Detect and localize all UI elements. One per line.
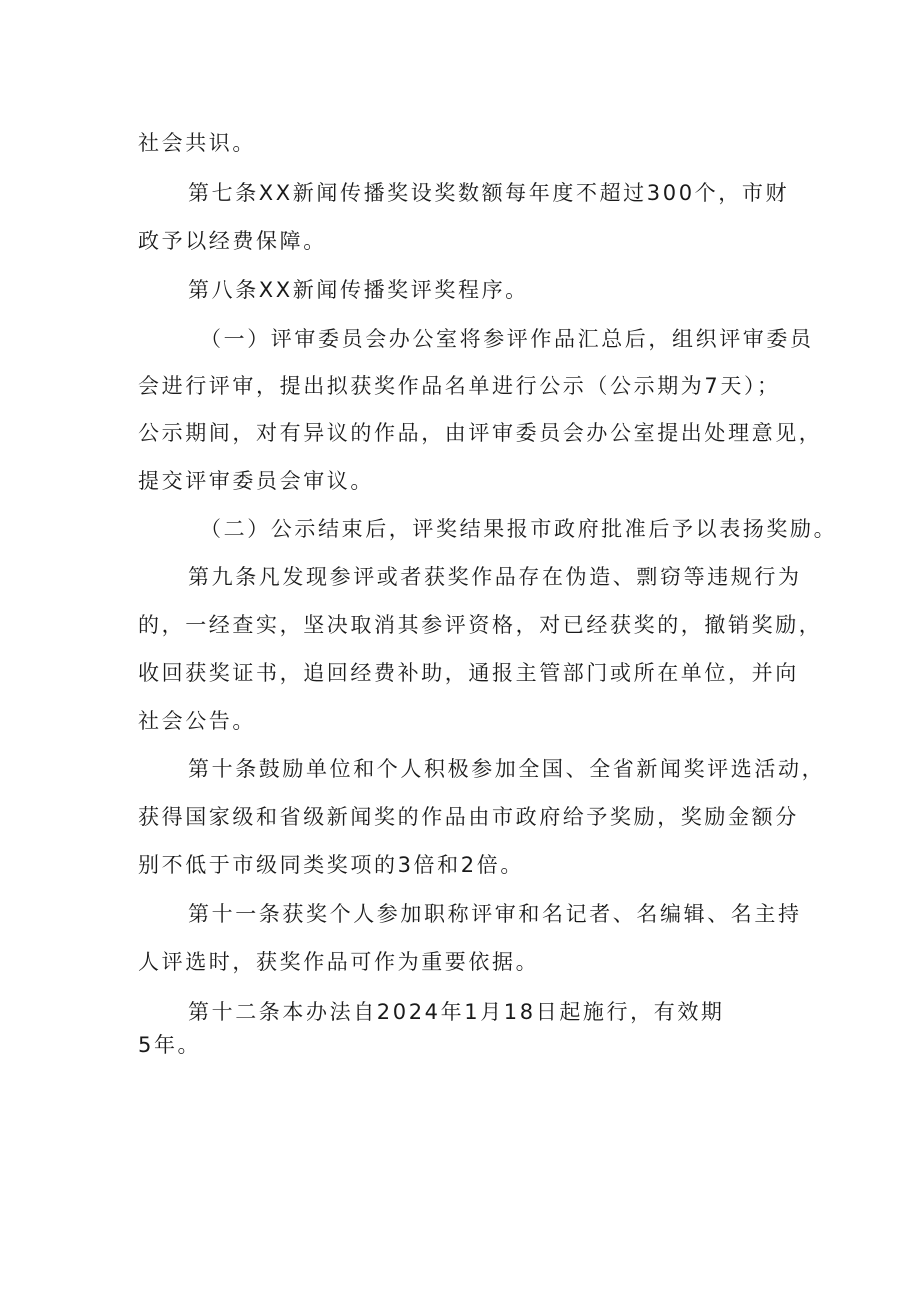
text-line-14: 第十条鼓励单位和个人积极参加全国、全省新闻奖评选活动， xyxy=(188,757,826,781)
text-line-6: 会进行评审，提出拟获奖作品名单进行公示（公示期为7天）； xyxy=(138,374,781,398)
text-line-8: 提交评审委员会审议。 xyxy=(138,469,374,493)
text-line-9: （二）公示结束后，评奖结果报市政府批准后予以表扬奖励。 xyxy=(200,517,838,541)
text-line-12: 收回获奖证书，追回经费补助，通报主管部门或所在单位，并向 xyxy=(138,661,799,685)
text-line-18: 人评选时，获奖作品可作为重要依据。 xyxy=(138,950,540,974)
text-line-11: 的，一经查实，坚决取消其参评资格，对已经获奖的，撤销奖励， xyxy=(138,613,823,637)
text-line-7: 公示期间，对有异议的作品，由评审委员会办公室提出处理意见， xyxy=(138,421,823,445)
text-line-19: 第十二条本办法自2024年1月18日起施行，有效期 xyxy=(188,1000,725,1024)
text-line-3: 政予以经费保障。 xyxy=(138,229,327,253)
text-line-1: 社会共识。 xyxy=(138,131,256,155)
text-line-15: 获得国家级和省级新闻奖的作品由市政府给予奖励，奖励金额分 xyxy=(138,805,799,829)
text-line-10: 第九条凡发现参评或者获奖作品存在伪造、剽窃等违规行为 xyxy=(188,565,802,589)
text-line-20: 5年。 xyxy=(138,1033,202,1057)
text-line-2: 第七条XX新闻传播奖设奖数额每年度不超过300个，市财 xyxy=(188,181,790,205)
text-line-4: 第八条XX新闻传播奖评奖程序。 xyxy=(188,278,529,302)
text-line-17: 第十一条获奖个人参加职称评审和名记者、名编辑、名主持 xyxy=(188,902,802,926)
text-line-16: 别不低于市级同类奖项的3倍和2倍。 xyxy=(138,853,524,877)
text-line-13: 社会公告。 xyxy=(138,709,256,733)
text-line-5: （一）评审委员会办公室将参评作品汇总后，组织评审委员 xyxy=(200,327,814,351)
